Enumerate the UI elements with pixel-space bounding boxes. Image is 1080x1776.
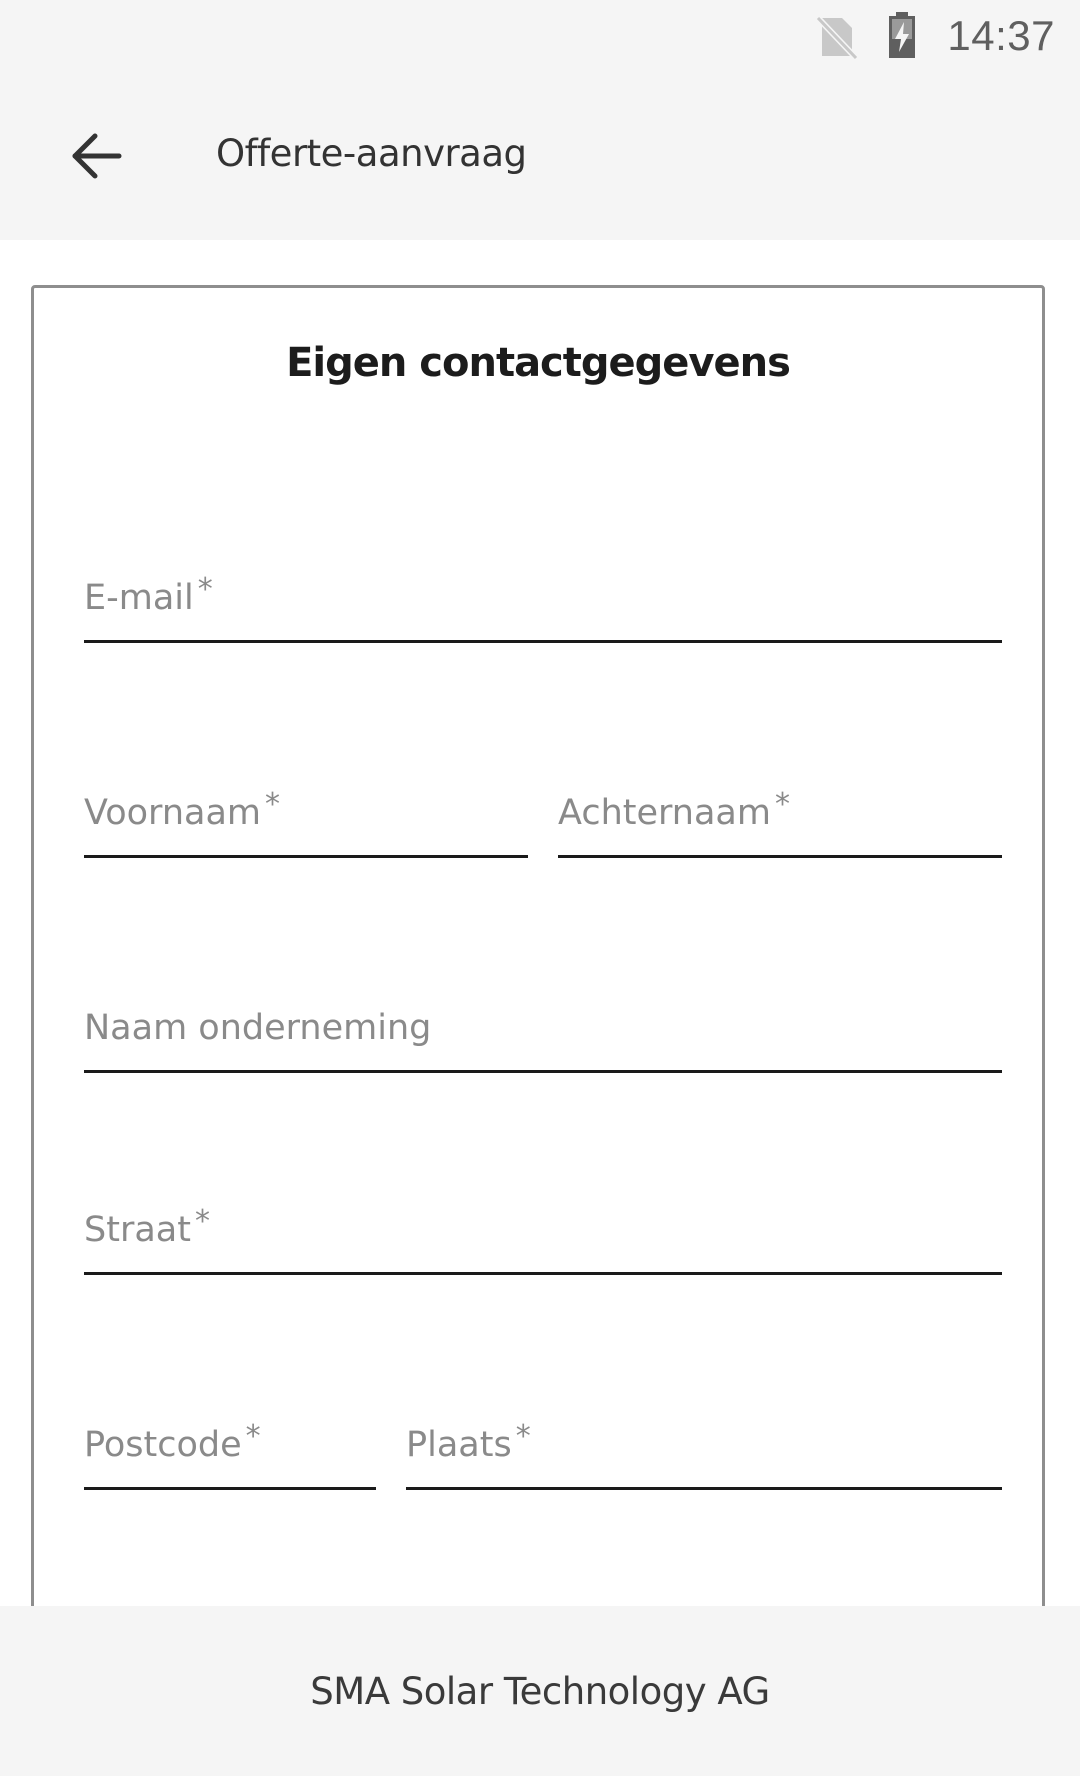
postcode-field[interactable] [84, 1395, 376, 1490]
first-name-field[interactable] [84, 763, 528, 858]
street-input[interactable] [84, 1202, 1002, 1272]
arrow-left-icon [69, 131, 123, 181]
company-name-label: Naam onderneming [84, 1008, 432, 1048]
back-button[interactable] [56, 124, 136, 188]
last-name-input[interactable] [558, 785, 1002, 855]
app-bar [0, 76, 1080, 240]
page-title: Offerte-aanvraag [216, 132, 527, 175]
company-name-input[interactable] [84, 1000, 1002, 1070]
footer-company-name: SMA Solar Technology AG [310, 1670, 770, 1713]
company-name-field[interactable] [84, 978, 1002, 1073]
last-name-field[interactable] [558, 763, 1002, 858]
status-bar [0, 0, 1080, 76]
city-input[interactable] [406, 1417, 1002, 1487]
city-label: Plaats * [406, 1419, 531, 1465]
email-input[interactable] [84, 570, 1002, 640]
street-field[interactable] [84, 1180, 1002, 1275]
contact-form-card [31, 285, 1045, 1745]
last-name-label: Achternaam * [558, 787, 790, 833]
battery-charging-icon [886, 12, 918, 60]
email-field[interactable] [84, 548, 1002, 643]
postcode-label: Postcode * [84, 1419, 261, 1465]
email-label: E-mail * [84, 572, 213, 618]
status-time: 14:37 [947, 12, 1055, 59]
first-name-input[interactable] [84, 785, 528, 855]
postcode-input[interactable] [84, 1417, 376, 1487]
first-name-label: Voornaam * [84, 787, 280, 833]
form-title: Eigen contactgegevens [286, 340, 790, 386]
city-field[interactable] [406, 1395, 1002, 1490]
footer [0, 1606, 1080, 1776]
no-sim-icon [812, 14, 860, 60]
street-label: Straat * [84, 1204, 210, 1250]
